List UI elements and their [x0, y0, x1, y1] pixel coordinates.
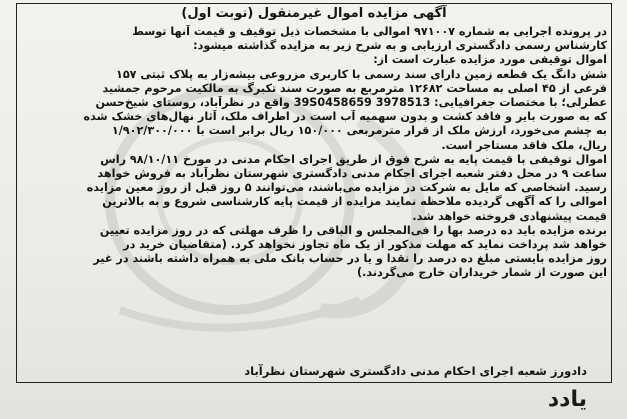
notice-line: اموالی را که آگهی گردیده ملاحظه نمایند مزایده از قیمت پایه کارشناسی شروع و به بالاترین	[102, 195, 607, 209]
notice-line: اموال توقیفی مورد مزایده عبارت است از:	[373, 53, 607, 67]
notice-line: روز مزایده بایستی مبلغ ده درصد را نقدا و یا در حساب بانک ملی به همراه داشته باشند در غیر	[93, 252, 607, 266]
notice-title: آگهی مزایده اموال غیرمنقول (نوبت اول)	[181, 6, 447, 21]
notice-line: این صورت از شمار خریداران خارج می‌گردند.)	[357, 266, 607, 280]
partial-heading: یادد	[547, 387, 587, 412]
notice-line: که به صورت بایر و فاقد کشت و بدون سهمیه آب است در اطراف ملک، آثار نهال‌های خشک شده	[83, 110, 607, 124]
notice-line: کارشناس رسمی دادگستری ارزیابی و به شرح زیر به مزایده گذاشته میشود:	[193, 39, 607, 53]
notice-line: رسید. اشخاصی که مایل به شرکت در مزایده می‌باشند، می‌توانند ۵ روز قبل از روز معین مزایده	[86, 181, 607, 195]
notice-line: برنده مزایده باید ده درصد بها را فی‌المجلس و الباقی را ظرف مهلتی که در روز مزایده تعیین	[99, 223, 607, 237]
notice-line: به چشم می‌خورد، ارزش ملک از قرار مترمربعی ۱۵۰/۰۰۰ ریال برابر است با ۱/۹۰۲/۳۰۰/۰۰۰	[111, 124, 607, 138]
notice-line: خواهد شد پرداخت نماید که مهلت مذکور از یک ماه تجاوز نخواهد کرد. (متقاضیان خرید در	[123, 238, 607, 252]
notice-line: فرعی از ۴۵ اصلی به مساحت ۱۲۶۸۲ مترمربع به صورت سند تکبرگ به مالکیت مرحوم جمشید	[102, 81, 607, 95]
notice-line: قیمت پیشنهادی فروخته خواهد شد.	[412, 209, 607, 223]
notice-signature: دادورز شعبه اجرای احکام مدنی دادگستری شهرستان نظرآباد	[244, 364, 587, 378]
notice-line: شش دانگ یک قطعه زمین دارای سند رسمی با کاربری مزروعی بیشه‌زار به پلاک ثبتی ۱۵۷	[116, 67, 607, 81]
notice-line: عطرلی؛ با مختصات جغرافیایی: 3978513 39S0458659 واقع در نظرآباد، روستای شیخ‌حسن	[95, 96, 607, 110]
notice-line: اموال توقیفی با قیمت پایه به شرح فوق از طریق اجرای احکام مدنی در مورخ ۹۸/۱۰/۱۱ راس	[100, 152, 607, 166]
auction-notice	[16, 3, 612, 383]
notice-line: ساعت ۹ در محل دفتر شعبه اجرای احکام مدنی دادگستری شهرستان نظرآباد به فروش خواهد	[97, 167, 607, 181]
notice-line: در پرونده اجرایی به شماره ۹۷۱۰۰۷ اموالی با مشخصات ذیل توقیف و قیمت آنها توسط	[132, 25, 607, 38]
notice-line: ریال، ملک فاقد مستاجر است.	[441, 138, 607, 152]
next-article-fragment	[0, 385, 627, 419]
notice-body	[23, 25, 607, 281]
